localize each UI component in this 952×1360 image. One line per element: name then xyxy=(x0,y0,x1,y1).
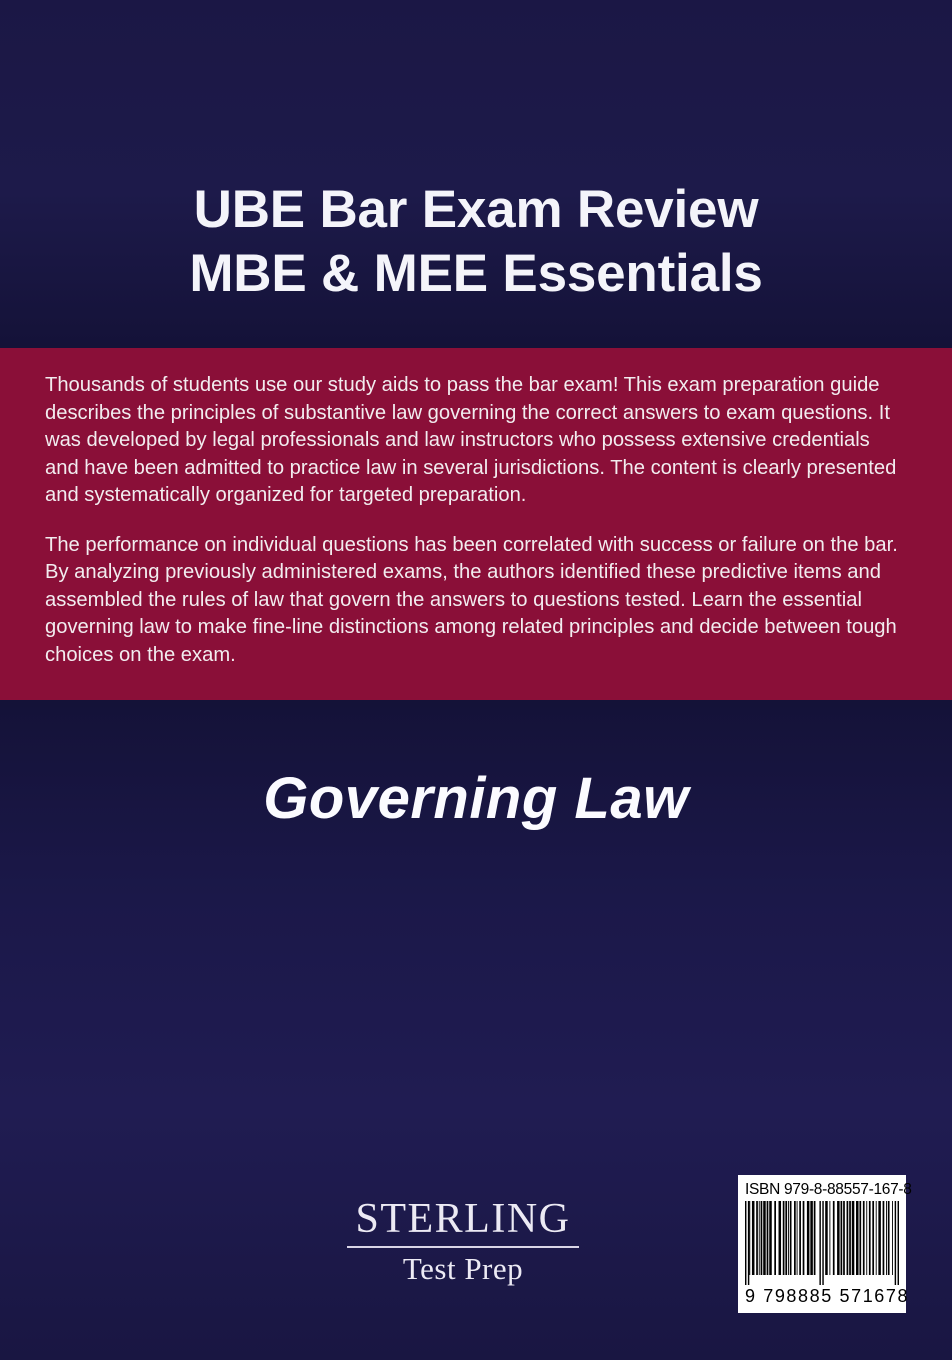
publisher-tagline: Test Prep xyxy=(402,1251,524,1286)
isbn-number: ISBN 979-8-88557-167-8 xyxy=(745,1181,912,1198)
cover-title xyxy=(0,178,952,306)
barcode-digits: 9 798885 571678 xyxy=(745,1286,910,1306)
title-line-2: MBE & MEE Essentials xyxy=(189,244,763,303)
logo-divider xyxy=(347,1246,579,1248)
subject-title: Governing Law xyxy=(263,766,689,831)
isbn-barcode xyxy=(738,1175,912,1313)
publisher-logo xyxy=(288,1196,638,1288)
description-paragraph-2: The performance on individual questions has been correlated with success or failure on the bar. By analyzing previously administered exams, the authors identified these predictive items and assembled the rules of law that govern the answers to questions tested. Learn the essential governing law to make fine-line distinctions among related principles and decide between tough choices on the exam. xyxy=(45,533,898,666)
description-paragraph-1: Thousands of students use our study aids to pass the bar exam! This exam preparation guide describes the principles of substantive law governing the correct answers to exam questions. It was developed by legal professionals and law instructors who possess extensive credentials and have been admitted to practice law in several jurisdictions. The content is clearly presented and systematically organized for targeted preparation. xyxy=(45,374,897,506)
barcode-icon xyxy=(745,1201,899,1285)
description-text xyxy=(45,372,903,669)
publisher-name: STERLING xyxy=(355,1196,571,1242)
title-line-1: UBE Bar Exam Review xyxy=(193,180,759,239)
